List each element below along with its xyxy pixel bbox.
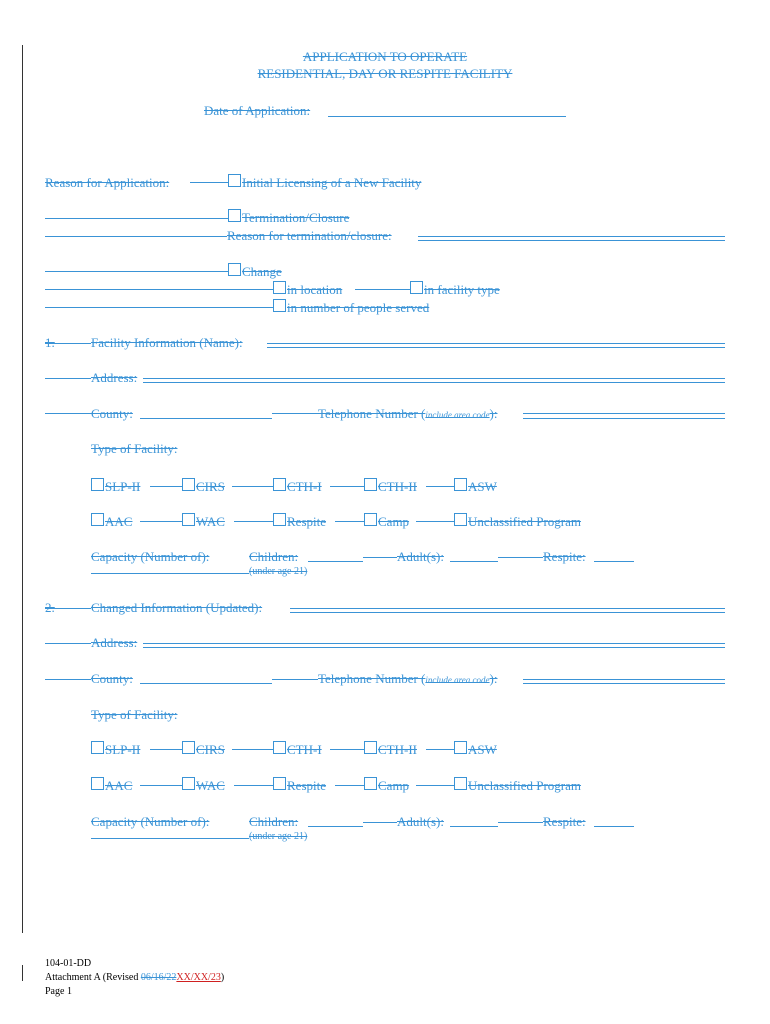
slp-ii-label-1: SLP-II [105,479,141,494]
adults1-label: Adult(s): [397,549,444,564]
type-spacer [330,486,364,487]
section2-number-line [45,608,91,609]
address2-label: Address: [91,635,138,650]
county2-label: County: [91,671,133,686]
camp-checkbox-1[interactable] [364,513,377,526]
address1-field-2[interactable] [143,382,725,383]
type-spacer [234,785,273,786]
address1-leader [45,378,91,379]
section1-number-line [45,343,91,344]
cth-i-label-1: CTH-I [287,479,322,494]
aac-label-2: AAC [105,778,133,793]
wac-checkbox-2[interactable] [182,777,195,790]
changed-info-label: Changed Information (Updated): [91,600,263,615]
asw-label-1: ASW [468,479,497,494]
cth-ii-checkbox-2[interactable] [364,741,377,754]
type-spacer [234,521,273,522]
facility-info-label: Facility Information (Name): [91,335,243,350]
respite1-label: Respite: [543,549,586,564]
cth-ii-checkbox-1[interactable] [364,478,377,491]
in-location-checkbox[interactable] [273,281,286,294]
under-age2-note: (under age 21) [249,831,308,842]
county1-field[interactable] [140,418,272,419]
capacity1-label: Capacity (Number of): [91,549,210,564]
address1-field[interactable] [143,378,725,379]
change-label: Change [242,264,282,279]
county2-field[interactable] [140,683,272,684]
initial-licensing-checkbox[interactable] [228,174,241,187]
page-number: Page 1 [45,986,72,997]
termination-reason-field-2[interactable] [418,240,725,241]
type-spacer [330,749,364,750]
type-spacer [335,521,364,522]
asw-checkbox-2[interactable] [454,741,467,754]
respite2-label: Respite: [543,814,586,829]
telephone2-field-2[interactable] [523,683,725,684]
aac-checkbox-2[interactable] [91,777,104,790]
address2-leader [45,643,91,644]
in-location-label: in location [287,282,343,297]
form-title-line1: APPLICATION TO OPERATE [302,49,468,64]
type-spacer [426,749,454,750]
respite-checkbox-1[interactable] [273,513,286,526]
telephone2-label: Telephone Number (include area code): [318,671,498,686]
slp-ii-checkbox-1[interactable] [91,478,104,491]
cirs-label-2: CIRS [196,742,225,757]
cth-ii-label-1: CTH-II [378,479,417,494]
revision-bar [22,45,23,933]
wac-checkbox-1[interactable] [182,513,195,526]
asw-checkbox-1[interactable] [454,478,467,491]
cth-i-checkbox-2[interactable] [273,741,286,754]
capacity2-label: Capacity (Number of): [91,814,210,829]
capacity-spacer [498,822,543,823]
type-spacer [416,521,454,522]
initial-licensing-label: Initial Licensing of a New Facility [242,175,422,190]
wac-label-2: WAC [196,778,225,793]
camp-checkbox-2[interactable] [364,777,377,790]
respite-label-1: Respite [287,514,326,529]
section1-number: 1. [45,335,55,350]
type-spacer [335,785,364,786]
address2-field[interactable] [143,643,725,644]
county1-label: County: [91,406,133,421]
date-of-application-label: Date of Application: [204,103,311,118]
county1-spacer [272,413,318,414]
termination-checkbox[interactable] [228,209,241,222]
location-leader-line [45,289,273,290]
camp-label-2: Camp [378,778,410,793]
cth-i-label-2: CTH-I [287,742,322,757]
termination-reason-label: Reason for termination/closure: [227,228,392,243]
telephone1-field[interactable] [523,413,725,414]
termination-label: Termination/Closure [242,210,350,225]
termination-reason-field[interactable] [418,236,725,237]
section2-number: 2. [45,600,55,615]
telephone1-label: Telephone Number (include area code): [318,406,498,421]
in-facility-type-checkbox[interactable] [410,281,423,294]
termination-reason-leader [45,236,227,237]
capacity-spacer [498,557,543,558]
type-spacer [416,785,454,786]
cirs-checkbox-1[interactable] [182,478,195,491]
form-number: 104-01-DD [45,958,92,969]
type-spacer [150,749,182,750]
cirs-checkbox-2[interactable] [182,741,195,754]
attachment-line: Attachment A (Revised 06/16/22XX/XX/23) [45,972,225,983]
cirs-label-1: CIRS [196,479,225,494]
form-title-line2: RESIDENTIAL, DAY OR RESPITE FACILITY [257,66,513,81]
telephone1-field-2[interactable] [523,418,725,419]
type-spacer [140,521,182,522]
capacity-spacer [363,822,397,823]
address1-label: Address: [91,370,138,385]
slp-ii-label-2: SLP-II [105,742,141,757]
type-spacer [426,486,454,487]
aac-label-1: AAC [105,514,133,529]
reason-label: Reason for Application: [45,175,170,190]
address2-field-2[interactable] [143,647,725,648]
children1-label: Children: [249,549,299,564]
capacity-spacer [363,557,397,558]
type-spacer [232,749,273,750]
asw-label-2: ASW [468,742,497,757]
in-number-label: in number of people served [287,300,430,315]
county1-leader [45,413,91,414]
changed-info-field-2[interactable] [290,612,725,613]
change-checkbox[interactable] [228,263,241,276]
type-spacer [140,785,182,786]
unclassified-label-2: Unclassified Program [468,778,582,793]
type-spacer [232,486,273,487]
location-spacer-line [355,289,410,290]
respite1-field[interactable] [594,561,634,562]
unclassified-checkbox-2[interactable] [454,777,467,790]
under-age-leader [91,573,249,574]
county2-spacer [272,679,318,680]
telephone2-field[interactable] [523,679,725,680]
respite-label-2: Respite [287,778,326,793]
adults2-label: Adult(s): [397,814,444,829]
old-revision-date: 06/16/22 [140,972,177,983]
wac-label-1: WAC [196,514,225,529]
unclassified-label-1: Unclassified Program [468,514,582,529]
termination-leader-line [45,218,228,219]
unclassified-checkbox-1[interactable] [454,513,467,526]
revision-bar-footer [22,965,23,981]
respite2-field[interactable] [594,826,634,827]
reason-leader-line [190,182,228,183]
in-number-checkbox[interactable] [273,299,286,312]
children2-label: Children: [249,814,299,829]
children1-field[interactable] [308,561,363,562]
new-revision-date: XX/XX/23 [176,972,221,983]
cth-ii-label-2: CTH-II [378,742,417,757]
in-facility-type-label: in facility type [424,282,500,297]
number-leader-line [45,307,273,308]
facility-name-field-2[interactable] [267,347,725,348]
type-of-facility1-label: Type of Facility: [91,441,178,456]
date-of-application-field[interactable] [328,116,566,117]
facility-name-field[interactable] [267,343,725,344]
children2-field[interactable] [308,826,363,827]
type-of-facility2-label: Type of Facility: [91,707,178,722]
respite-checkbox-2[interactable] [273,777,286,790]
under-age1-note: (under age 21) [249,566,308,577]
type-spacer [150,486,182,487]
cth-i-checkbox-1[interactable] [273,478,286,491]
adults1-field[interactable] [450,561,498,562]
changed-info-field[interactable] [290,608,725,609]
slp-ii-checkbox-2[interactable] [91,741,104,754]
adults2-field[interactable] [450,826,498,827]
change-leader-line [45,271,228,272]
camp-label-1: Camp [378,514,410,529]
county2-leader [45,679,91,680]
aac-checkbox-1[interactable] [91,513,104,526]
under-age-leader [91,838,249,839]
